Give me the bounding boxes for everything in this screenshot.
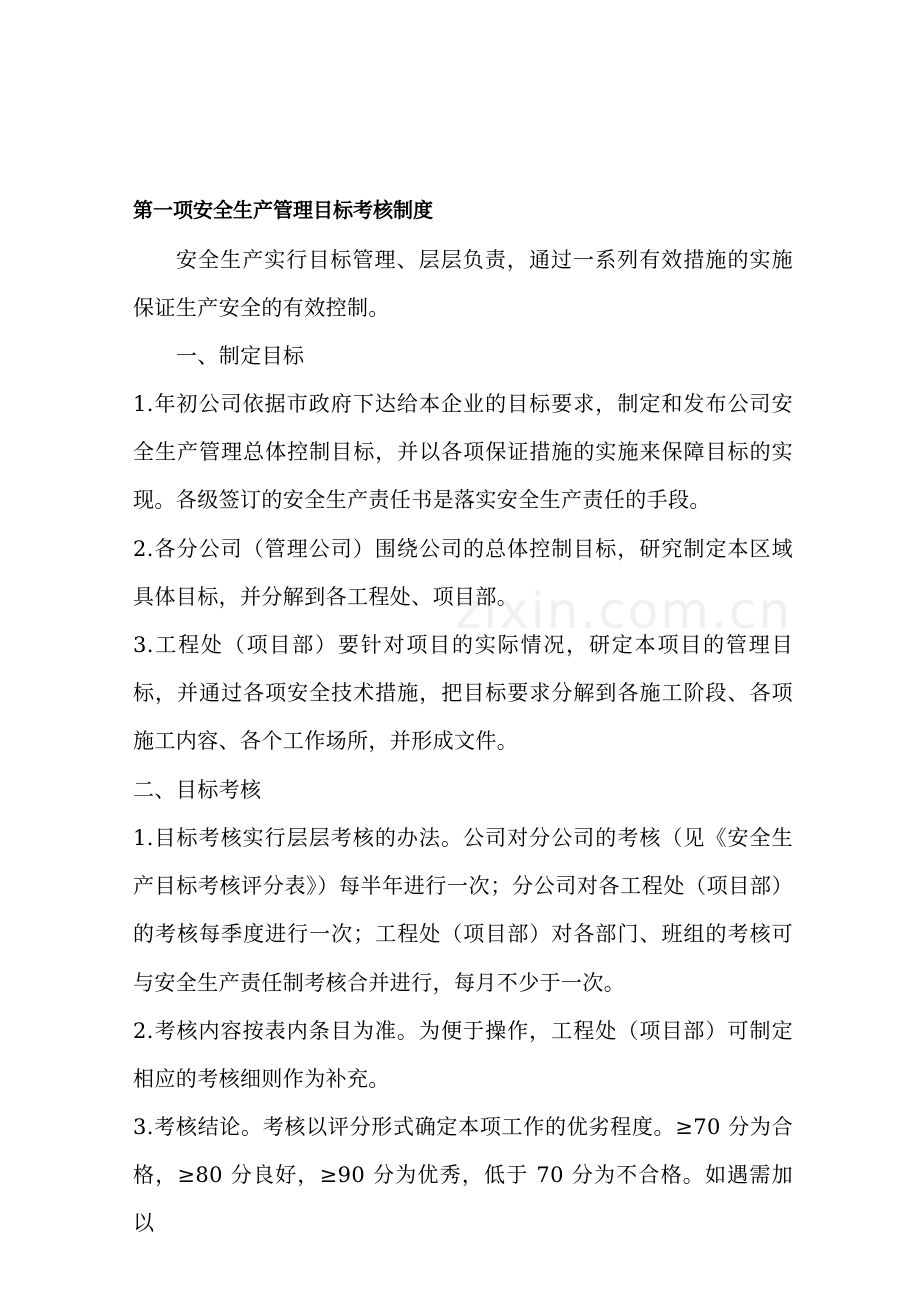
paragraph-2-2: 2.考核内容按表内条目为准。为便于操作，工程处（项目部）可制定相应的考核细则作为补充。 xyxy=(133,1019,793,1092)
paragraph-2-1: 1.目标考核实行层层考核的办法。公司对分公司的考核（见《安全生产目标考核评分表》）每半年进行一次；分公司对各工程处（项目部）的考核每季度进行一次；工程处（项目部）对各部门、班组的考核可与安全生产责任制考核合并进行，每月不少于一次。 xyxy=(133,826,793,995)
section-heading-2: 二、目标考核 xyxy=(133,778,262,802)
intro-paragraph: 安全生产实行目标管理、层层负责，通过一系列有效措施的实施保证生产安全的有效控制。 xyxy=(133,248,793,321)
document-title: 第一项安全生产管理目标考核制度 xyxy=(133,198,433,222)
paragraph-2-3: 3.考核结论。考核以评分形式确定本项工作的优劣程度。≥70 分为合格，≥80 分良好，≥90 分为优秀，低于 70 分为不合格。如遇需加以 xyxy=(133,1115,793,1236)
paragraph-1-3: 3.工程处（项目部）要针对项目的实际情况，研定本项目的管理目标，并通过各项安全技术措施，把目标要求分解到各施工阶段、各项施工内容、各个工作场所，并形成文件。 xyxy=(133,633,793,754)
watermark: zixin.com.cn xyxy=(455,582,793,640)
paragraph-1-1: 1.年初公司依据市政府下达给本企业的目标要求，制定和发布公司安全生产管理总体控制目标，并以各项保证措施的实施来保障目标的实现。各级签订的安全生产责任书是落实安全生产责任的手段。 xyxy=(133,392,793,513)
section-heading-1: 一、制定目标 xyxy=(176,344,305,368)
paragraph-1-2: 2.各分公司（管理公司）围绕公司的总体控制目标，研究制定本区域具体目标，并分解到各工程处、项目部。 xyxy=(133,537,793,610)
